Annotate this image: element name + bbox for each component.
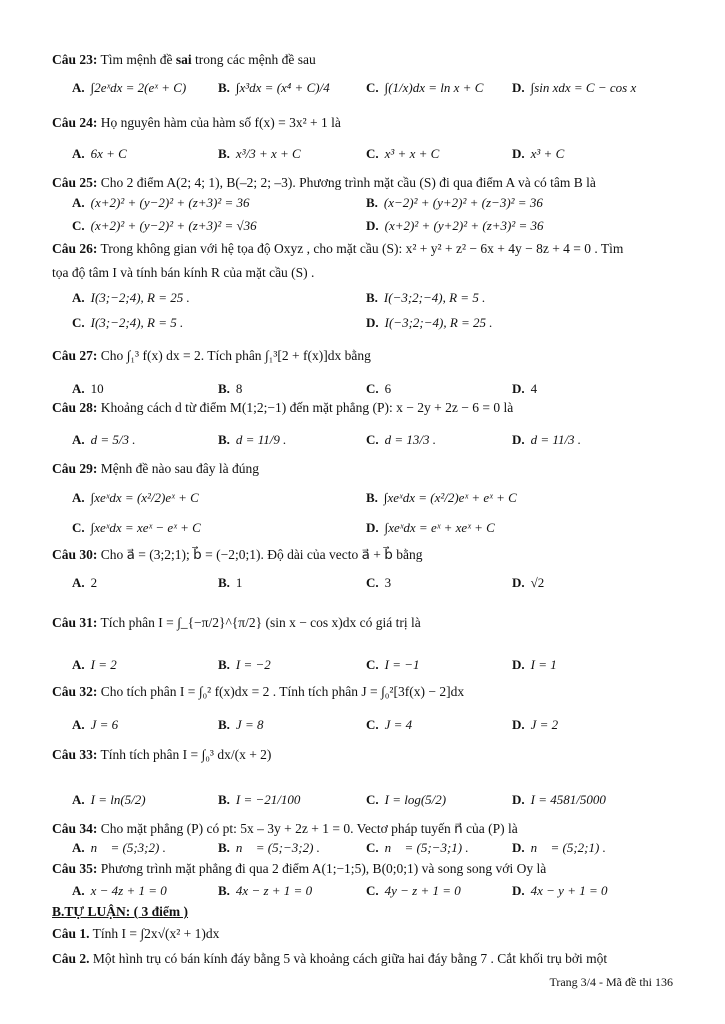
option-b[interactable]: B. 1	[218, 575, 243, 590]
question-label: Câu 26:	[52, 241, 98, 256]
question-26-cont	[52, 265, 682, 281]
page-footer: Trang 3/4 - Mã đề thi 136	[549, 975, 673, 989]
question-35	[52, 861, 682, 877]
question-29	[52, 461, 682, 477]
question-26	[52, 241, 682, 257]
option-d[interactable]: D. d = 11/3 .	[512, 432, 582, 447]
question-stem: trong các mệnh đề sau	[191, 52, 316, 67]
option-d[interactable]: D. J = 2	[512, 717, 559, 732]
question-label: Câu 33:	[52, 747, 98, 762]
question-31	[52, 615, 682, 631]
option-b[interactable]: B. ∫xeˣdx = (x²/2)eˣ + eˣ + C	[366, 490, 517, 505]
question-stem-emphasis: sai	[175, 52, 192, 67]
option-d[interactable]: D. n⃗ = (5;2;1) .	[512, 840, 606, 855]
question-stem: Tính tích phân I = ∫₀³ dx/(x + 2)	[100, 747, 272, 762]
essay-question-2	[52, 951, 682, 967]
question-label: Câu 34:	[52, 821, 98, 836]
option-d[interactable]: D. ∫xeˣdx = eˣ + xeˣ + C	[366, 520, 495, 535]
question-34	[52, 821, 682, 837]
question-stem: Trong không gian với hệ tọa độ Oxyz , cho mặt cầu (S): x² + y² + z² − 6x + 4y − 8z + 4 = 0 . Tìm	[100, 241, 624, 256]
question-32	[52, 684, 682, 700]
question-stem: Một hình trụ có bán kính đáy bằng 5 và khoảng cách giữa hai đáy bằng 7 . Cắt khối trụ bởi một	[92, 951, 608, 966]
option-c[interactable]: C. 3	[366, 575, 392, 590]
option-b[interactable]: B. n⃗ = (5;−3;2) .	[218, 840, 320, 855]
question-24	[52, 115, 682, 131]
question-25	[52, 175, 682, 191]
option-a[interactable]: A. ∫2eˣdx = 2(eˣ + C)	[72, 80, 187, 95]
question-label: Câu 27:	[52, 348, 98, 363]
option-b[interactable]: B. I = −2	[218, 657, 271, 672]
option-c[interactable]: C. d = 13/3 .	[366, 432, 437, 447]
option-c[interactable]: C. 4y − z + 1 = 0	[366, 883, 461, 898]
question-stem: Cho tích phân I = ∫₀² f(x)dx = 2 . Tính tích phân J = ∫₀²[3f(x) − 2]dx	[100, 684, 465, 699]
option-c[interactable]: C. J = 4	[366, 717, 413, 732]
option-d[interactable]: D. (x+2)² + (y+2)² + (z+3)² = 36	[366, 218, 544, 233]
option-d[interactable]: D. I = 1	[512, 657, 557, 672]
question-stem: Mệnh đề nào sau đây là đúng	[100, 461, 259, 476]
option-a[interactable]: A. I = ln(5/2)	[72, 792, 146, 807]
option-d[interactable]: D. ∫sin xdx = C − cos x	[512, 80, 637, 95]
question-label: Câu 28:	[52, 400, 98, 415]
question-stem: Cho mặt phẳng (P) có pt: 5x – 3y + 2z + 1 = 0. Vectơ pháp tuyến n⃗ của (P) là	[100, 821, 518, 836]
question-stem: Họ nguyên hàm của hàm số f(x) = 3x² + 1 là	[100, 115, 341, 130]
option-c[interactable]: C. ∫xeˣdx = xeˣ − eˣ + C	[72, 520, 201, 535]
question-stem: Cho ∫₁³ f(x) dx = 2. Tích phân ∫₁³[2 + f(x)]dx bằng	[100, 348, 371, 363]
option-b[interactable]: B. 8	[218, 381, 243, 396]
question-label: Câu 23:	[52, 52, 98, 67]
option-b[interactable]: B. I = −21/100	[218, 792, 301, 807]
option-c[interactable]: C. I = log(5/2)	[366, 792, 447, 807]
question-label: Câu 1.	[52, 926, 90, 941]
option-c[interactable]: C. ∫(1/x)dx = ln x + C	[366, 80, 484, 95]
question-30	[52, 547, 682, 563]
option-c[interactable]: C. I(3;−2;4), R = 5 .	[72, 315, 184, 330]
question-label: Câu 30:	[52, 547, 98, 562]
option-d[interactable]: D. 4	[512, 381, 538, 396]
option-d[interactable]: D. √2	[512, 575, 545, 590]
option-b[interactable]: B. d = 11/9 .	[218, 432, 287, 447]
option-d[interactable]: D. x³ + C	[512, 146, 565, 161]
question-label: Câu 2.	[52, 951, 90, 966]
option-a[interactable]: A. 6x + C	[72, 146, 127, 161]
question-27	[52, 348, 682, 364]
question-label: Câu 29:	[52, 461, 98, 476]
question-label: Câu 24:	[52, 115, 98, 130]
option-b[interactable]: B. (x−2)² + (y+2)² + (z−3)² = 36	[366, 195, 543, 210]
question-33	[52, 747, 682, 763]
option-c[interactable]: C. I = −1	[366, 657, 420, 672]
question-stem: tọa độ tâm I và tính bán kính R của mặt cầu (S) .	[52, 265, 315, 280]
option-b[interactable]: B. I(−3;2;−4), R = 5 .	[366, 290, 486, 305]
option-a[interactable]: A. ∫xeˣdx = (x²/2)eˣ + C	[72, 490, 199, 505]
option-b[interactable]: B. 4x − z + 1 = 0	[218, 883, 313, 898]
option-a[interactable]: A. 2	[72, 575, 98, 590]
option-d[interactable]: D. I(−3;2;−4), R = 25 .	[366, 315, 493, 330]
option-a[interactable]: A. I = 2	[72, 657, 117, 672]
option-d[interactable]: D. I = 4581/5000	[512, 792, 606, 807]
option-c[interactable]: C. 6	[366, 381, 392, 396]
option-b[interactable]: B. J = 8	[218, 717, 264, 732]
question-stem: Tính I = ∫2x√(x² + 1)dx	[92, 926, 220, 941]
option-a[interactable]: A. x − 4z + 1 = 0	[72, 883, 167, 898]
option-a[interactable]: A. I(3;−2;4), R = 25 .	[72, 290, 190, 305]
question-stem: Cho 2 điểm A(2; 4; 1), B(–2; 2; –3). Phương trình mặt cầu (S) đi qua điểm A và có tâm B là	[100, 175, 596, 190]
question-label: Câu 25:	[52, 175, 98, 190]
question-label: Câu 35:	[52, 861, 98, 876]
question-stem: Tìm mệnh đề	[100, 52, 176, 67]
option-b[interactable]: B. x³/3 + x + C	[218, 146, 301, 161]
essay-question-1	[52, 926, 682, 942]
question-label: Câu 32:	[52, 684, 98, 699]
option-a[interactable]: A. J = 6	[72, 717, 119, 732]
section-title: B.TỰ LUẬN: ( 3 điểm )	[52, 904, 188, 919]
question-stem: Tích phân I = ∫_{−π/2}^{π/2} (sin x − cos x)dx có giá trị là	[100, 615, 421, 630]
option-a[interactable]: A. n⃗ = (5;3;2) .	[72, 840, 166, 855]
option-c[interactable]: C. x³ + x + C	[366, 146, 440, 161]
question-stem: Cho a⃗ = (3;2;1); b⃗ = (−2;0;1). Độ dài của vecto a⃗ + b⃗ bằng	[100, 547, 423, 562]
option-c[interactable]: C. (x+2)² + (y−2)² + (z+3)² = √36	[72, 218, 257, 233]
option-d[interactable]: D. 4x − y + 1 = 0	[512, 883, 608, 898]
option-b[interactable]: B. ∫x³dx = (x⁴ + C)/4	[218, 80, 330, 95]
option-a[interactable]: A. d = 5/3 .	[72, 432, 136, 447]
question-23	[52, 52, 682, 68]
option-a[interactable]: A. (x+2)² + (y−2)² + (z+3)² = 36	[72, 195, 250, 210]
option-a[interactable]: A. 10	[72, 381, 104, 396]
question-stem: Phương trình mặt phẳng đi qua 2 điểm A(1;−1;5), B(0;0;1) và song song với Oy là	[100, 861, 547, 876]
question-28	[52, 400, 682, 416]
question-label: Câu 31:	[52, 615, 98, 630]
option-c[interactable]: C. n⃗ = (5;−3;1) .	[366, 840, 469, 855]
question-stem: Khoảng cách d từ điểm M(1;2;−1) đến mặt phẳng (P): x − 2y + 2z − 6 = 0 là	[100, 400, 514, 415]
